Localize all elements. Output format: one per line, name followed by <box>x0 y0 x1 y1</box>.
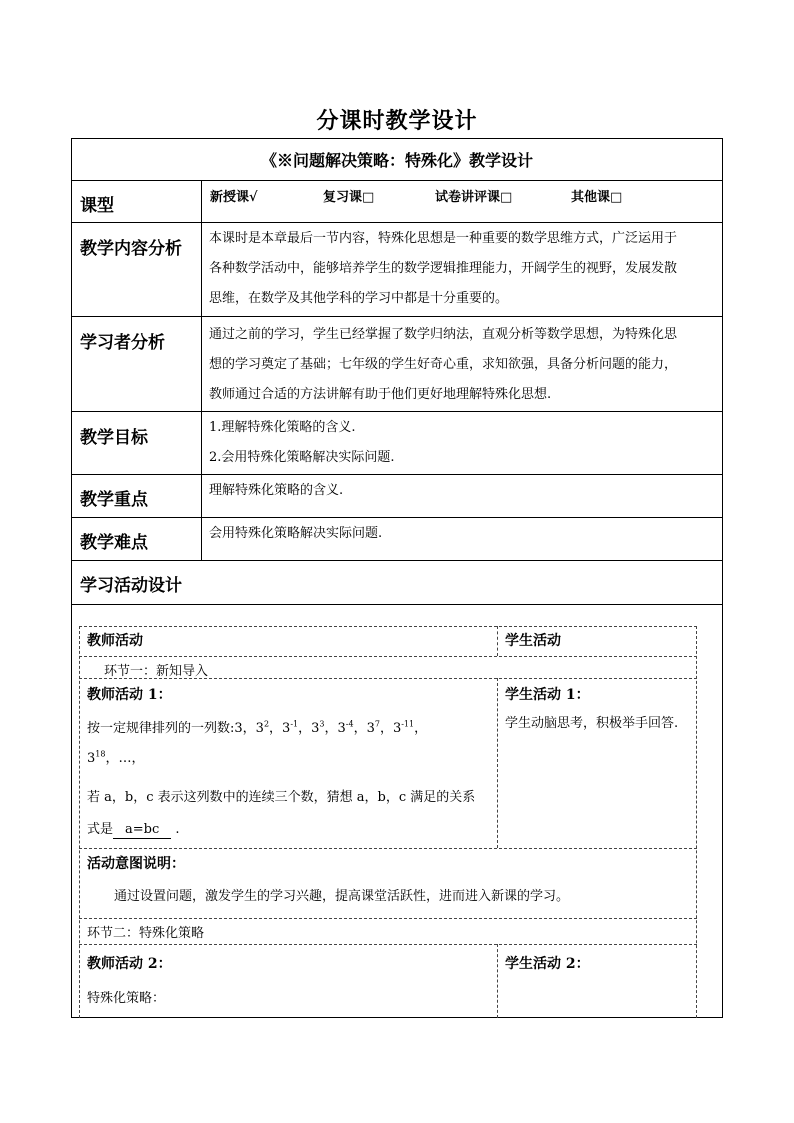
question-prefix: 式是 <box>87 822 114 837</box>
dashed-divider <box>79 656 697 657</box>
lesson-subtitle: 《※问题解决策略：特殊化》教学设计 <box>260 151 533 170</box>
dashed-column-divider <box>497 944 498 1018</box>
section-two-title: 环节二：特殊化策略 <box>87 926 205 941</box>
table-divider <box>71 517 723 518</box>
number-sequence: 按一定规律排列的一列数:3，$3^2$，$3^{-1}$，$3^3$，$3^{-4}$，$3^7$，$3^{-11}$， <box>87 719 428 736</box>
objective-item: 1.理解特殊化策略的含义. <box>209 420 356 435</box>
course-type-review: 复习课□ <box>323 190 375 205</box>
table-divider <box>71 411 723 412</box>
key-point-text: 理解特殊化策略的含义. <box>209 483 344 498</box>
activity-intent-title: 活动意图说明： <box>87 856 185 872</box>
student-activity-header: 学生活动 <box>505 633 561 649</box>
table-divider <box>71 560 723 561</box>
dashed-column-divider <box>497 626 498 656</box>
activity-design-label: 学习活动设计 <box>80 576 182 596</box>
table-divider <box>71 180 723 181</box>
content-analysis-label: 教学内容分析 <box>80 239 182 259</box>
course-type-test-review: 试卷讲评课□ <box>435 190 513 205</box>
exponent: -11 <box>401 719 415 729</box>
exponent: -4 <box>345 719 354 729</box>
text-line: 通过之前的学习，学生已经掌握了数学归纳法，直观分析等数学思想，为特殊化思 <box>209 327 678 342</box>
sequence-suffix: ，…， <box>105 751 145 766</box>
student-activity-1-text: 学生动脑思考，积极举手回答. <box>505 716 679 731</box>
course-type-other: 其他课□ <box>571 190 623 205</box>
sequence-prefix: 按一定规律排列的一列数:3，3 <box>87 721 264 736</box>
table-divider <box>71 222 723 223</box>
course-type-new: 新授课√ <box>210 190 258 205</box>
dashed-divider <box>79 918 697 919</box>
objective-item: 2.会用特殊化策略解决实际问题. <box>209 450 395 465</box>
answer-blank: a=bc <box>113 822 171 839</box>
question-line: 若 a，b，c 表示这列数中的连续三个数，猜想 a，b，c 满足的关系 <box>87 790 476 805</box>
course-type-label: 课型 <box>80 196 114 216</box>
student-activity-1-title: 学生活动 1： <box>505 687 590 703</box>
table-divider <box>71 316 723 317</box>
learner-analysis-text <box>209 320 717 410</box>
question-suffix: . <box>175 822 180 837</box>
difficulty-text: 会用特殊化策略解决实际问题. <box>209 526 383 541</box>
page-title: 分课时教学设计 <box>316 108 478 134</box>
dashed-column-divider <box>497 678 498 848</box>
section-one-title: 环节一：新知导入 <box>104 664 209 679</box>
teacher-activity-1-title: 教师活动 1： <box>87 687 172 703</box>
teacher-activity-2-title: 教师活动 2： <box>87 956 172 972</box>
activity-intent-text: 通过设置问题，激发学生的学习兴趣，提高课堂活跃性，进而进入新课的学习。 <box>114 889 570 904</box>
number-sequence-continued: $3^{18}$，…， <box>87 749 145 766</box>
content-analysis-text <box>209 224 717 314</box>
text-line: 本课时是本章最后一节内容，特殊化思想是一种重要的数学思维方式，广泛运用于 <box>209 231 678 246</box>
exponent: 18 <box>95 749 106 759</box>
objectives-label: 教学目标 <box>80 428 148 448</box>
teacher-activity-2-text: 特殊化策略： <box>87 991 166 1006</box>
difficulty-label: 教学难点 <box>80 533 148 553</box>
text-line: 想的学习奠定了基础；七年级的学生好奇心重，求知欲强，具备分析问题的能力， <box>209 357 678 372</box>
text-line: 各种数学活动中，能够培养学生的数学逻辑推理能力，开阔学生的视野，发展发散 <box>209 261 678 276</box>
student-activity-2-title: 学生活动 2： <box>505 956 590 972</box>
exponent: -1 <box>290 719 299 729</box>
learner-analysis-label: 学习者分析 <box>80 333 165 353</box>
table-divider <box>71 474 723 475</box>
exponent: 7 <box>374 719 380 729</box>
key-point-label: 教学重点 <box>80 490 148 510</box>
teacher-activity-header: 教师活动 <box>87 633 143 649</box>
text-line: 教师通过合适的方法讲解有助于他们更好地理解特殊化思想. <box>209 387 552 402</box>
dashed-divider <box>79 944 697 945</box>
question-answer-line <box>87 818 180 839</box>
objectives-text <box>209 413 717 473</box>
text-line: 思维，在数学及其他学科的学习中都是十分重要的。 <box>209 291 509 306</box>
table-divider <box>71 604 723 605</box>
dashed-divider <box>79 848 697 849</box>
exponent: 3 <box>319 719 325 729</box>
exponent: 2 <box>263 719 270 729</box>
label-column-divider <box>201 180 202 560</box>
